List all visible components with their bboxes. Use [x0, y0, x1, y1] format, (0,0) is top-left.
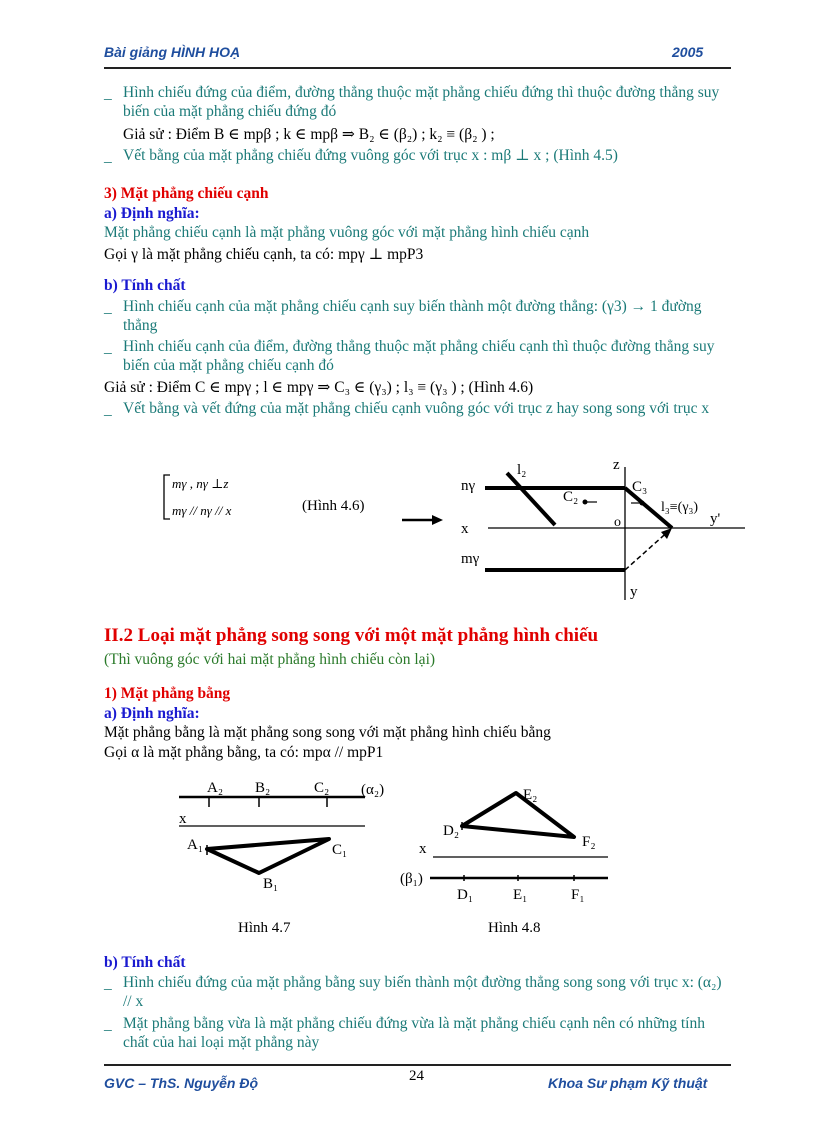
header-rule: [104, 67, 731, 69]
label-c2: C₂: [314, 780, 330, 796]
label-z: z: [613, 457, 620, 473]
figure-4-8: [395, 780, 615, 905]
bullet-marker: _: [104, 299, 112, 316]
label-c2: C₂: [563, 489, 579, 505]
label-a1: A₁: [187, 837, 204, 853]
label-alpha2: (α₂): [361, 782, 385, 798]
bullet-marker: _: [104, 85, 112, 102]
bullet-text: Hình chiếu đứng của điểm, đường thẳng thuộc mặt phẳng chiếu đứng thì thuộc đường thẳng suy biến của mặt phẳng chiếu đứng đó: [123, 84, 720, 120]
subsection-heading: b) Tính chất: [104, 277, 186, 294]
bullet-marker: _: [104, 975, 112, 992]
page-number: 24: [409, 1068, 424, 1084]
bullet-text: Mặt phẳng bằng vừa là mặt phẳng chiếu đứng vừa là mặt phẳng chiếu cạnh nên có những tính chất của hai loại mặt phẳng này: [123, 1015, 705, 1051]
label-e1: E₁: [513, 887, 528, 903]
subsection-heading: b) Tính chất: [104, 954, 186, 971]
figure-caption: Hình 4.7: [238, 920, 291, 936]
figure-4-7: [175, 775, 385, 900]
label-y: y: [630, 584, 638, 600]
label-b1: B₁: [263, 876, 279, 892]
equation-parallel: mγ // nγ // x: [172, 503, 232, 518]
label-c3: C₃: [632, 479, 648, 495]
label-e2: E₂: [523, 787, 538, 803]
figure-caption: (Hình 4.6): [302, 498, 365, 514]
example-line: Giả sử : Điểm C ∈ mpγ ; l ∈ mpγ ⇒ C₃ ∈ (γ₃) ; l₃ ≡ (γ₃ ) ; (Hình 4.6): [104, 379, 534, 396]
bullet-text: Hình chiếu cạnh của mặt phẳng chiếu cạnh suy biến thành một đường thẳng: (γ3) → 1 đường thẳng: [123, 298, 702, 334]
definition-call: Gọi γ là mặt phẳng chiếu cạnh, ta có: mpγ ⊥ mpP3: [104, 246, 424, 263]
label-beta1: (β₁): [400, 871, 423, 887]
definition-text: Mặt phẳng chiếu cạnh là mặt phẳng vuông góc với mặt phẳng hình chiếu cạnh: [104, 224, 590, 241]
bullet-text: Hình chiếu đứng của mặt phẳng bằng suy biến thành một đường thẳng song song với trục x: (α₂) // x: [123, 974, 722, 1010]
label-f2: F₂: [582, 834, 596, 850]
bullet-text: Vết bằng và vết đứng của mặt phẳng chiếu cạnh vuông góc với trục z hay song song với trục x: [123, 400, 710, 417]
label-b2: B₂: [255, 780, 271, 796]
bullet-marker: _: [104, 1016, 112, 1033]
subsection-heading: a) Định nghĩa:: [104, 705, 200, 722]
bullet-text: Vết bằng của mặt phẳng chiếu đứng vuông góc với trục x : mβ ⊥ x ; (Hình 4.5): [123, 147, 618, 164]
definition-call: Gọi α là mặt phẳng bằng, ta có: mpα // mpP1: [104, 744, 384, 761]
bullet-marker: _: [104, 339, 112, 356]
label-y-prime: y': [710, 511, 721, 527]
equation-perpendicular: mγ , nγ ⊥z: [172, 476, 229, 491]
label-l2: l₂: [517, 462, 527, 478]
section-subtitle: (Thì vuông góc với hai mặt phẳng hình chiếu còn lại): [104, 651, 436, 668]
footer-rule: [104, 1064, 731, 1066]
header-title: Bài giảng HÌNH HOẠ: [104, 44, 241, 60]
bullet-text: Hình chiếu cạnh của điểm, đường thẳng thuộc mặt phẳng chiếu cạnh thì thuộc đường thẳng suy biến của mặt phẳng chiếu cạnh đó: [123, 338, 715, 374]
section-heading: 3) Mặt phẳng chiếu cạnh: [104, 185, 269, 202]
section-heading: 1) Mặt phẳng bằng: [104, 685, 231, 702]
label-l3: l₃≡(γ₃): [661, 500, 699, 515]
label-x: x: [461, 521, 469, 537]
definition-text: Mặt phẳng bằng là mặt phẳng song song với mặt phẳng hình chiếu bằng: [104, 724, 551, 741]
subsection-heading: a) Định nghĩa:: [104, 205, 200, 222]
bullet-marker: _: [104, 148, 112, 165]
figure-4-6: [150, 455, 750, 605]
label-n-gamma: nγ: [461, 478, 476, 494]
bullet-marker: _: [104, 401, 112, 418]
label-d2: D₂: [443, 823, 460, 839]
header-year: 2005: [672, 44, 704, 60]
label-a2: A₂: [207, 780, 224, 796]
footer-author: GVC – ThS. Nguyễn Độ: [104, 1075, 259, 1091]
label-m-gamma: mγ: [461, 551, 480, 567]
label-o: o: [614, 515, 621, 530]
section-heading: II.2 Loại mặt phẳng song song với một mặt phẳng hình chiếu: [104, 625, 599, 646]
label-d1: D₁: [457, 887, 474, 903]
label-f1: F₁: [571, 887, 585, 903]
footer-faculty: Khoa Sư phạm Kỹ thuật: [548, 1075, 708, 1091]
example-line: Giả sử : Điểm B ∈ mpβ ; k ∈ mpβ ⇒ B₂ ∈ (β₂) ; k₂ ≡ (β₂ ) ;: [123, 126, 495, 143]
figure-caption: Hình 4.8: [488, 920, 541, 936]
label-x: x: [419, 841, 427, 857]
label-c1: C₁: [332, 842, 348, 858]
label-x: x: [179, 811, 187, 827]
